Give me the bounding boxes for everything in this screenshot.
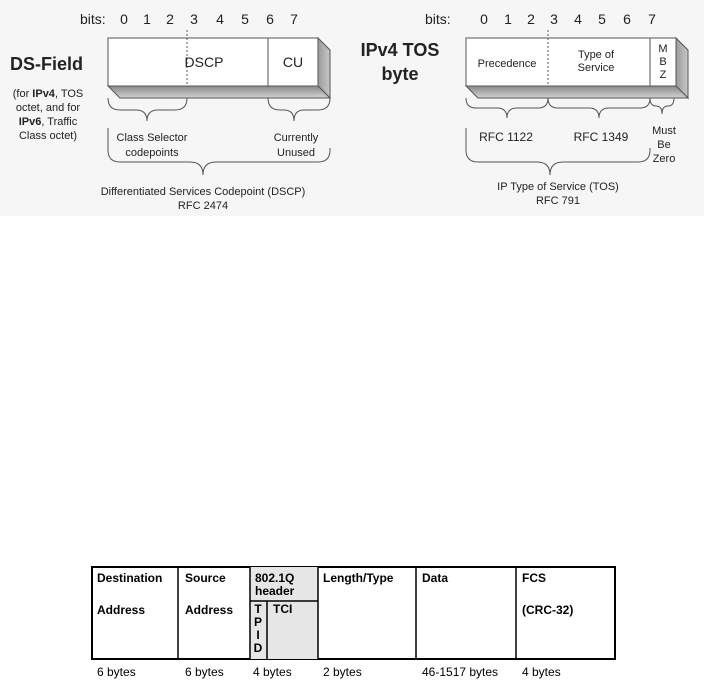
tos-bit-scale (425, 11, 656, 27)
header-label-2: header (255, 584, 295, 598)
must-be-zero-line-3: Zero (652, 153, 676, 165)
tos-box (466, 30, 688, 98)
class-selector-line-2: codepoints (125, 147, 179, 159)
source-label-1: Source (185, 571, 226, 585)
must-be-zero-line-2: Be (657, 139, 671, 151)
mbz-b: B (659, 56, 667, 68)
class-selector-brace (108, 98, 187, 121)
mbz-z: Z (659, 69, 667, 81)
source-label-2: Address (185, 603, 234, 617)
rfc-1122-label: RFC 1122 (479, 130, 533, 144)
destination-label-1: Destination (97, 571, 163, 585)
tpid-t: T (254, 602, 262, 616)
ds-note-line-3: IPv6, Traffic (18, 116, 78, 128)
mbz-m: M (658, 43, 668, 55)
rfc-1349-label: RFC 1349 (573, 130, 629, 144)
destination-label-2: Address (97, 603, 146, 617)
rfc-1349-brace (548, 98, 650, 118)
tos-bit-4: 4 (574, 11, 582, 27)
tos-bit-0: 0 (480, 11, 488, 27)
ds-box-bottom (108, 86, 330, 98)
tos-title-line-2: byte (381, 64, 419, 84)
dscp-caption-line-1: Differentiated Services Codepoint (DSCP) (100, 186, 306, 198)
dscp-label: DSCP (184, 54, 224, 70)
currently-line-2: Unused (277, 147, 315, 159)
ds-field-bit-scale (80, 11, 298, 27)
ds-bit-6: 6 (266, 11, 274, 27)
tos-box-bottom (466, 86, 688, 98)
currently-line-1: Currently (273, 132, 319, 144)
header-label-1: 802.1Q (255, 571, 295, 585)
ds-bit-4: 4 (216, 11, 224, 27)
tos-bit-6: 6 (623, 11, 631, 27)
ds-field-title-block (10, 54, 83, 142)
type-of-service-line-2: Service (577, 62, 615, 74)
length-type-label: Length/Type (323, 571, 394, 585)
tci-label: TCI (273, 602, 293, 616)
ds-bit-3: 3 (190, 11, 198, 27)
qos-field-diagram (0, 0, 704, 216)
tos-title-block (361, 40, 440, 84)
tos-annotations (479, 125, 676, 207)
ds-field-title: DS-Field (10, 54, 84, 74)
mbz-brace (650, 98, 674, 114)
tos-caption-line-1: IP Type of Service (TOS) (497, 181, 619, 193)
ds-note-line-1: (for IPv4, TOS (12, 88, 84, 100)
data-label: Data (422, 571, 449, 585)
size-fcs: 4 bytes (522, 665, 561, 679)
ethernet-8021q-frame-table (90, 565, 617, 685)
size-source: 6 bytes (185, 665, 224, 679)
size-length-type: 2 bytes (323, 665, 362, 679)
must-be-zero-line-1: Must (652, 125, 676, 137)
tos-bit-1: 1 (504, 11, 512, 27)
ds-note-line-2: octet, and for (15, 102, 81, 114)
tpid-i: I (256, 628, 260, 642)
tpid-d: D (253, 641, 263, 655)
ds-bit-7: 7 (290, 11, 298, 27)
type-of-service-line-1: Type of (577, 49, 615, 61)
tos-bit-7: 7 (648, 11, 656, 27)
ds-bit-5: 5 (241, 11, 249, 27)
fcs-label-1: FCS (522, 571, 546, 585)
ds-bits-label: bits: (80, 11, 106, 27)
tos-bits-label: bits: (425, 11, 451, 27)
tos-title-line-1: IPv4 TOS (360, 40, 440, 60)
ds-bit-1: 1 (143, 11, 151, 27)
size-destination: 6 bytes (97, 665, 136, 679)
class-selector-line-1: Class Selector (116, 132, 188, 144)
tpid-p: P (253, 615, 263, 629)
rfc-1122-brace (466, 98, 548, 118)
ds-field-box (108, 30, 330, 98)
tos-bit-2: 2 (527, 11, 535, 27)
ds-field-annotations (101, 132, 319, 212)
ds-bit-2: 2 (166, 11, 174, 27)
fcs-label-2: (CRC-32) (522, 603, 574, 617)
tos-bit-3: 3 (550, 11, 558, 27)
size-header: 4 bytes (253, 665, 292, 679)
dscp-caption-line-2: RFC 2474 (177, 200, 229, 212)
ds-note-line-4: Class octet) (18, 130, 78, 142)
size-data: 46-1517 bytes (422, 665, 499, 679)
tos-bit-5: 5 (598, 11, 606, 27)
precedence-label: Precedence (477, 58, 537, 70)
tos-caption-line-2: RFC 791 (535, 195, 581, 207)
ds-bit-0: 0 (120, 11, 128, 27)
qos-field-diagram-panel (0, 0, 704, 216)
currently-unused-brace (268, 98, 330, 121)
cu-label: CU (282, 54, 304, 70)
